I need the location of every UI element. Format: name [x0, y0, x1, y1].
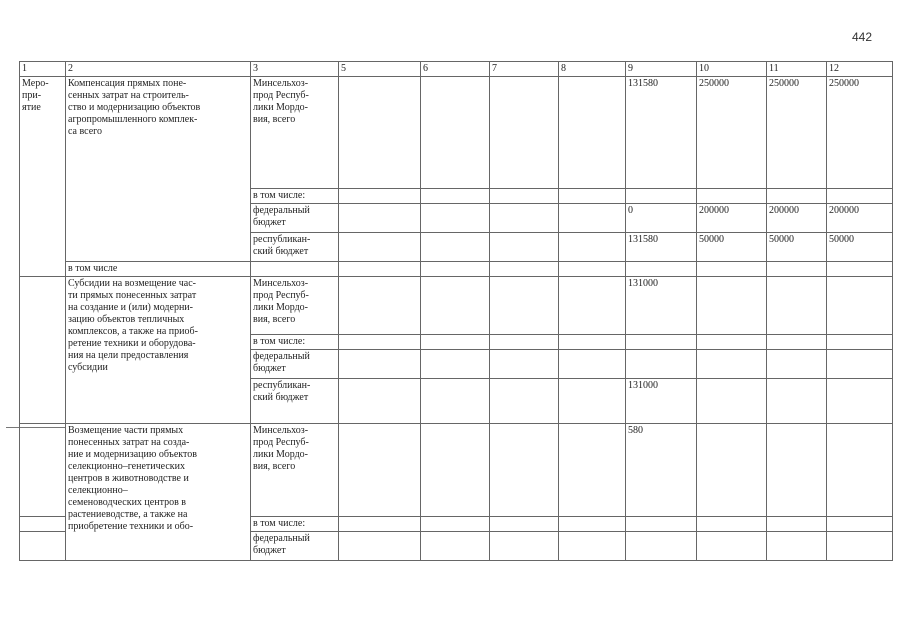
budget-label: федеральный бюджет — [251, 204, 339, 233]
header-cell: 7 — [490, 62, 559, 77]
value-cell: 50000 — [697, 233, 767, 262]
value-cell: 131000 — [626, 277, 697, 335]
measure-label: Меро- при- ятие — [20, 77, 66, 277]
value-cell: 250000 — [827, 77, 893, 189]
measure-title: Субсидии на возмещение час- ти прямых понесенных затрат на создание и (или) модерни- зацию объектов тепличных комплексов, а также на приоб- ретение техники и оборудова- ния на цели предоставления субсидии — [66, 277, 251, 424]
value-cell: 131580 — [626, 77, 697, 189]
budget-label: республикан- ский бюджет — [251, 233, 339, 262]
value-cell: 250000 — [767, 77, 827, 189]
header-cell: 2 — [66, 62, 251, 77]
header-cell: 6 — [421, 62, 490, 77]
value-cell: 250000 — [697, 77, 767, 189]
executor-cell: Минсельхоз- прод Респуб- лики Мордо- вия, всего — [251, 277, 339, 335]
value-cell: 50000 — [767, 233, 827, 262]
including-label: в том числе: — [251, 189, 339, 204]
page-number: 442 — [852, 30, 873, 44]
header-cell: 8 — [559, 62, 626, 77]
header-cell: 3 — [251, 62, 339, 77]
header-cell: 5 — [339, 62, 421, 77]
table-row — [20, 77, 893, 189]
including-label: в том числе — [66, 262, 251, 277]
value-cell: 580 — [626, 424, 697, 517]
including-label: в том числе: — [251, 517, 339, 532]
header-cell: 11 — [767, 62, 827, 77]
budget-table — [19, 61, 893, 561]
including-label: в том числе: — [251, 335, 339, 350]
header-cell: 12 — [827, 62, 893, 77]
header-cell: 10 — [697, 62, 767, 77]
header-row — [20, 62, 893, 77]
value-cell: 200000 — [827, 204, 893, 233]
table-row — [20, 424, 893, 517]
header-cell: 9 — [626, 62, 697, 77]
budget-label: федеральный бюджет — [251, 532, 339, 561]
value-cell: 200000 — [697, 204, 767, 233]
executor-cell: Минсельхоз- прод Респуб- лики Мордо- вия, всего — [251, 77, 339, 189]
value-cell: 131000 — [626, 379, 697, 424]
measure-title: Компенсация прямых поне- сенных затрат на строитель- ство и модернизацию объектов агропромышленного комплек- са всего — [66, 77, 251, 262]
table-row — [20, 262, 893, 277]
value-cell: 0 — [626, 204, 697, 233]
budget-label: федеральный бюджет — [251, 350, 339, 379]
budget-label: республикан- ский бюджет — [251, 379, 339, 424]
value-cell: 131580 — [626, 233, 697, 262]
measure-title: Возмещение части прямых понесенных затрат на созда- ние и модернизацию объектов селекционно–генетических центров в животноводстве и селекционно– семеноводческих центров в растениеводстве, а также на приобретение техники и обо- — [66, 424, 251, 561]
header-cell: 1 — [20, 62, 66, 77]
executor-cell: Минсельхоз- прод Респуб- лики Мордо- вия, всего — [251, 424, 339, 517]
table-row — [20, 277, 893, 335]
value-cell: 50000 — [827, 233, 893, 262]
value-cell: 200000 — [767, 204, 827, 233]
